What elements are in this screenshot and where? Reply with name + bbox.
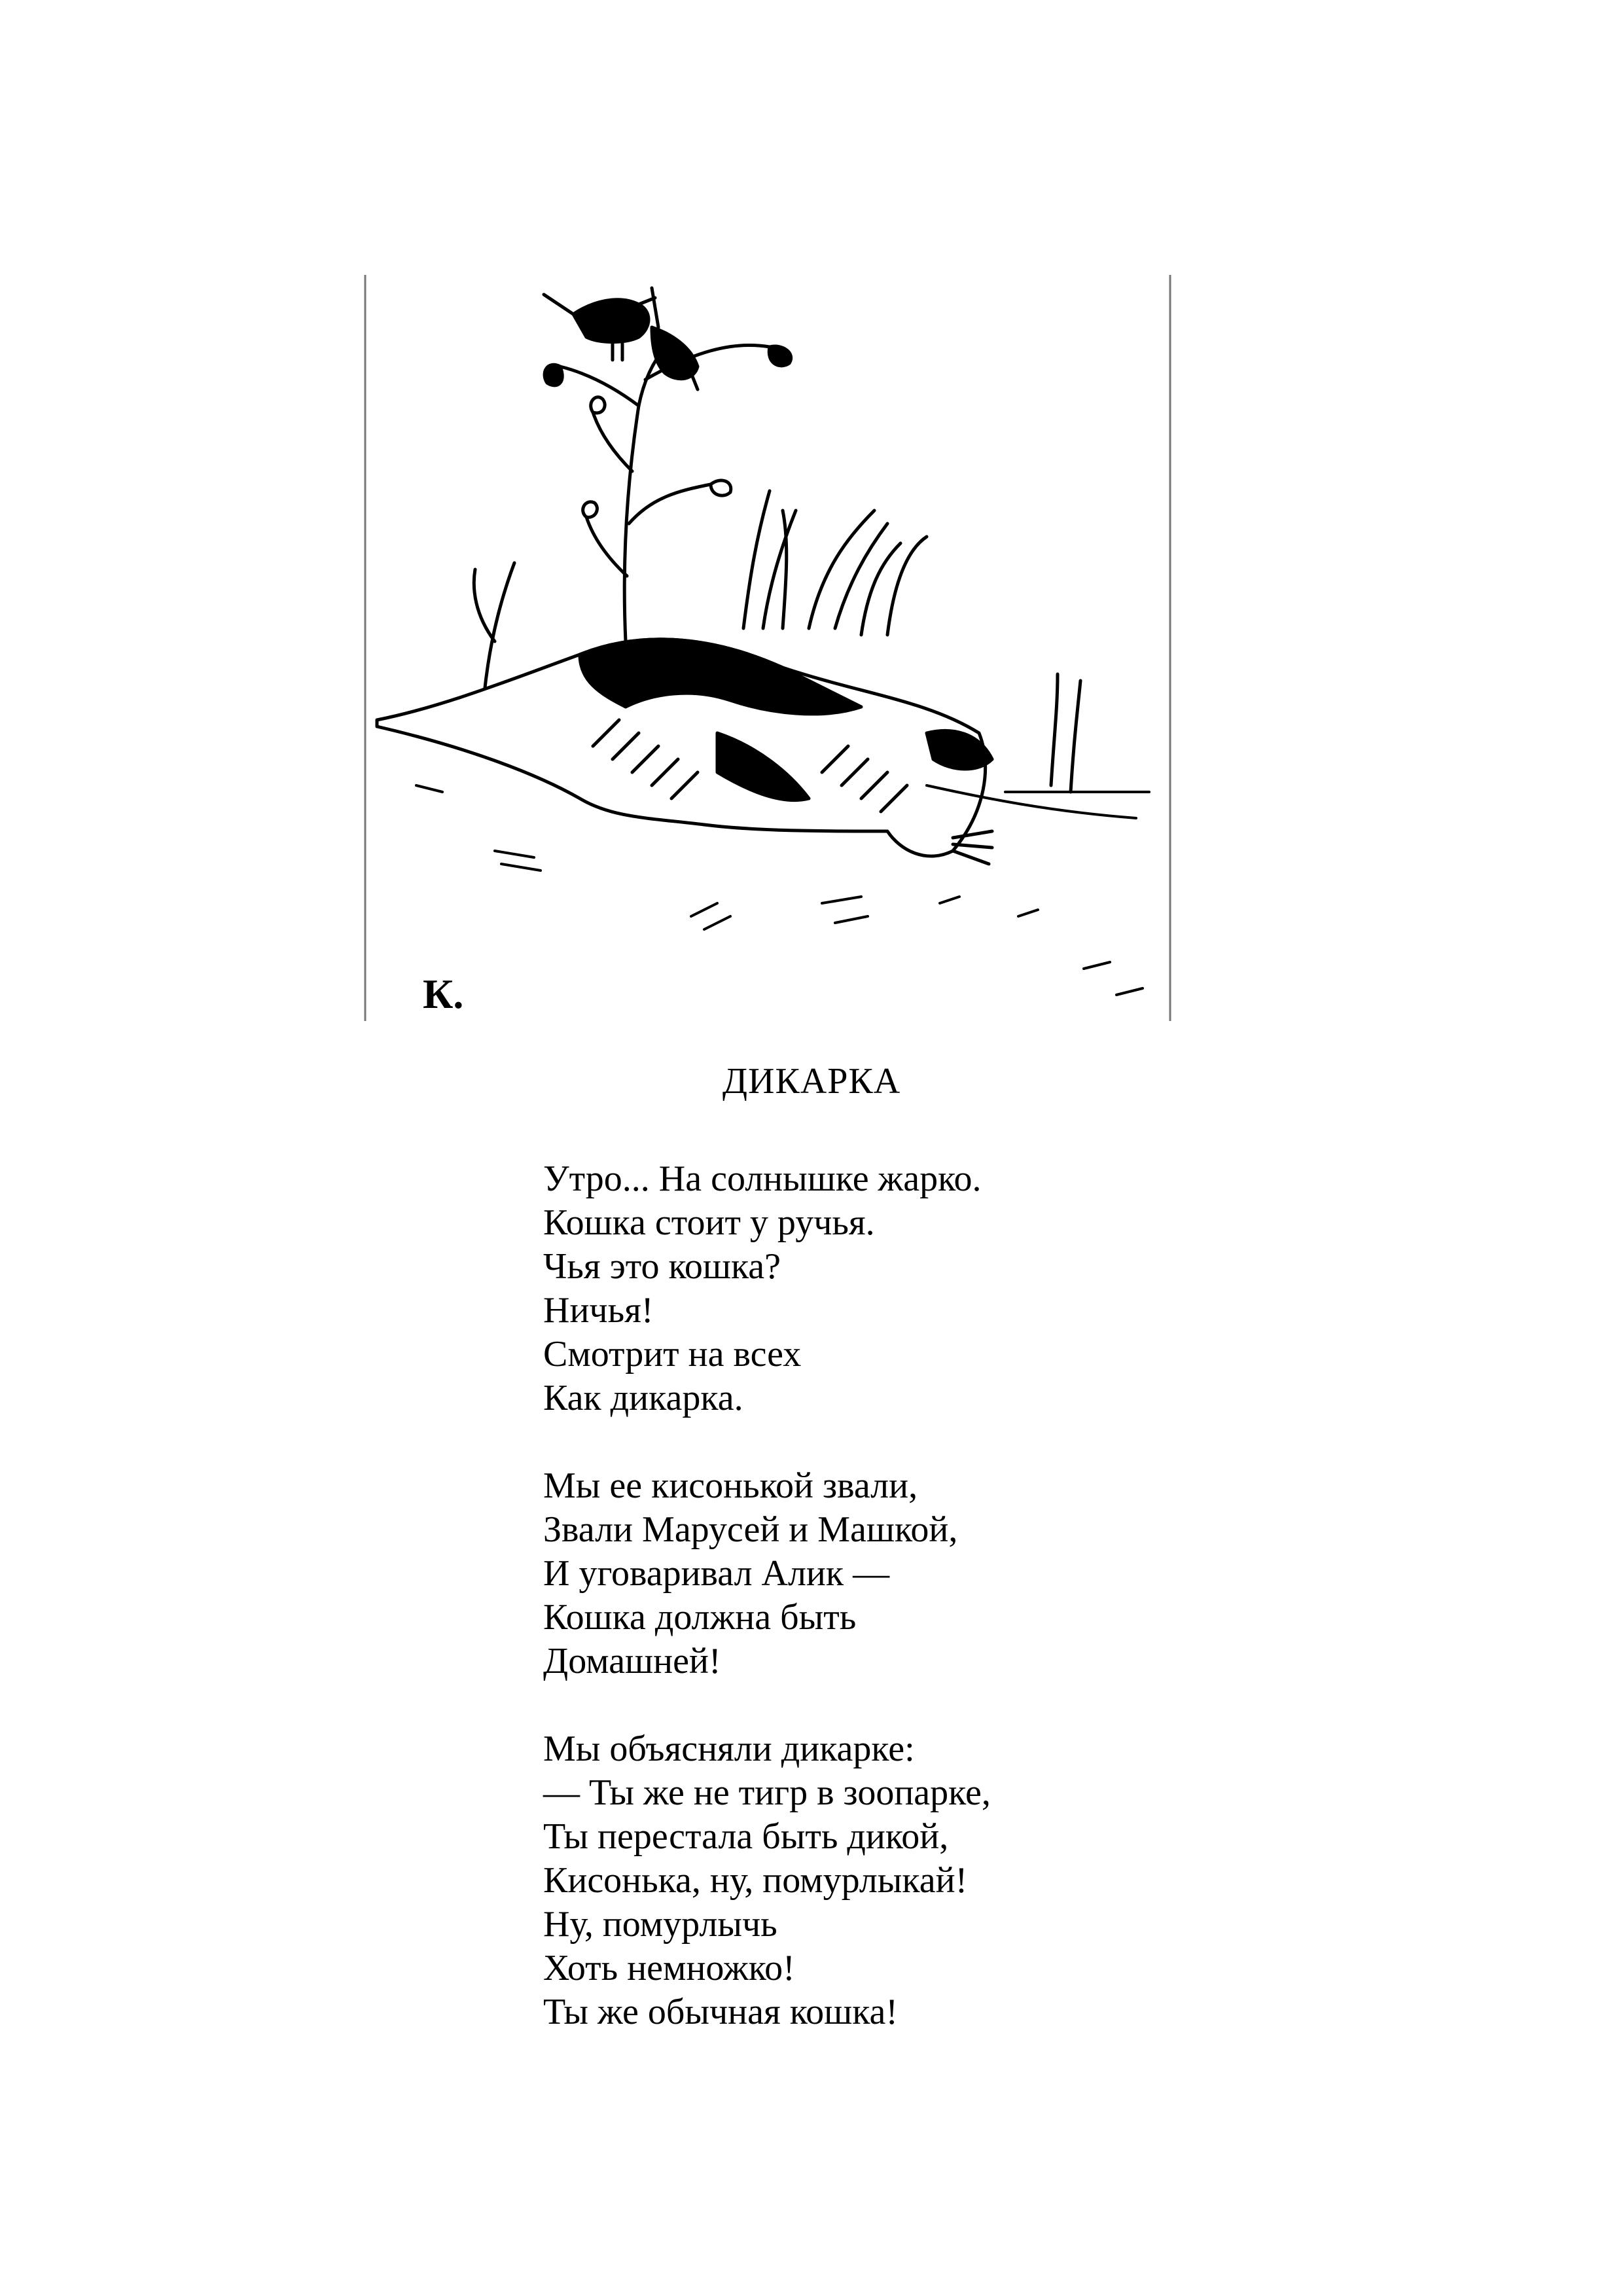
poem-line: Хоть немножко! (543, 1948, 795, 1988)
poem-line: И уговаривал Алик — (543, 1553, 890, 1594)
stanza (543, 1464, 991, 1683)
poem-line: Мы ее кисонькой звали, (543, 1465, 918, 1506)
poem-line: Ну, помурлычь (543, 1904, 777, 1945)
poem-line: Кошка должна быть (543, 1597, 857, 1638)
illustration-signature: К. (423, 971, 464, 1017)
poem-line: Ничья! (543, 1290, 654, 1331)
poem-line: Ты перестала быть дикой, (543, 1816, 949, 1857)
poem-line: Утро... На солнышке жарко. (543, 1158, 982, 1199)
cat-icon (377, 639, 992, 864)
plant-icon (544, 340, 791, 641)
poem-line: Домашней! (543, 1641, 721, 1681)
poem-line: Кошка стоит у ручья. (543, 1202, 875, 1243)
poem-line: Звали Марусей и Машкой, (543, 1509, 958, 1550)
bird-icon (652, 288, 698, 389)
poem-line: Чья это кошка? (543, 1246, 781, 1287)
poem-line: Смотрит на всех (543, 1334, 802, 1374)
poem-body (543, 1157, 991, 2034)
poem-line: Мы объясняли дикарке: (543, 1729, 915, 1769)
poem-line: Кисонька, ну, помурлыкай! (543, 1860, 968, 1901)
bird-icon (544, 295, 655, 360)
poem-line: Ты же обычная кошка! (543, 1992, 899, 2032)
stanza (543, 1727, 991, 2034)
poem-title: ДИКАРКА (722, 1061, 901, 1102)
poem-line: Как дикарка. (543, 1378, 743, 1418)
cat-drinking-illustration (364, 275, 1171, 1021)
poem-line: — Ты же не тигр в зоопарке, (543, 1772, 991, 1813)
stanza (543, 1157, 991, 1420)
